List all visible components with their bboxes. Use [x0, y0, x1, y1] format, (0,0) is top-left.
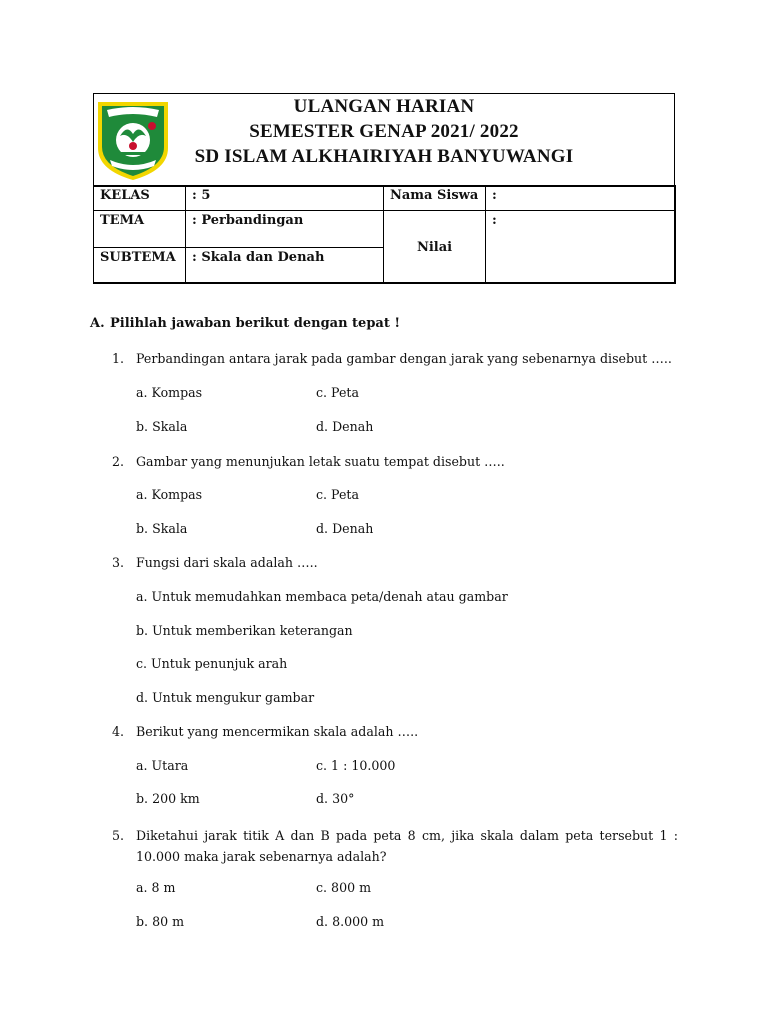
question-number: 3.	[112, 555, 125, 570]
nilai-label: Nilai	[384, 211, 486, 284]
option-4d[interactable]: d. 30°	[316, 791, 355, 806]
question-text: Fungsi dari skala adalah …..	[136, 555, 318, 570]
question-text: Diketahui jarak titik A dan B pada peta 8 cm, jika skala dalam peta tersebut 1 : 10.000 maka jarak sebenarnya adalah?	[136, 828, 678, 864]
nilai-field[interactable]: :	[486, 211, 676, 284]
question-number: 4.	[112, 724, 125, 739]
question-4	[112, 724, 418, 739]
option-5c[interactable]: c. 800 m	[316, 880, 372, 895]
subtema-label: SUBTEMA	[94, 248, 186, 284]
option-3d[interactable]: d. Untuk mengukur gambar	[136, 690, 315, 705]
option-2d[interactable]: d. Denah	[316, 521, 374, 536]
exam-header	[93, 93, 675, 283]
option-2b[interactable]: b. Skala	[136, 521, 188, 536]
option-1c[interactable]: c. Peta	[316, 385, 359, 400]
question-1	[112, 351, 672, 366]
title-line-1: ULANGAN HARIAN	[293, 96, 475, 117]
option-4c[interactable]: c. 1 : 10.000	[316, 758, 396, 773]
subtema-value: : Skala dan Denah	[186, 248, 384, 284]
option-4a[interactable]: a. Utara	[136, 758, 189, 773]
student-info-table	[93, 185, 676, 284]
title-line-3: SD ISLAM ALKHAIRIYAH BANYUWANGI	[194, 146, 574, 167]
option-3a[interactable]: a. Untuk memudahkan membaca peta/denah atau gambar	[136, 589, 508, 604]
option-2a[interactable]: a. Kompas	[136, 487, 203, 502]
question-text: Berikut yang mencermikan skala adalah …..	[136, 724, 419, 739]
question-2	[112, 454, 505, 469]
option-1d[interactable]: d. Denah	[316, 419, 374, 434]
section-letter: A.	[90, 316, 105, 331]
option-5b[interactable]: b. 80 m	[136, 914, 185, 929]
option-5d[interactable]: d. 8.000 m	[316, 914, 385, 929]
section-instruction: Pilihlah jawaban berikut dengan tepat !	[110, 316, 401, 331]
option-3b[interactable]: b. Untuk memberikan keterangan	[136, 623, 353, 638]
kelas-label: KELAS	[94, 186, 186, 211]
option-1b[interactable]: b. Skala	[136, 419, 188, 434]
question-text: Gambar yang menunjukan letak suatu tempat disebut …..	[136, 454, 505, 469]
option-5a[interactable]: a. 8 m	[136, 880, 176, 895]
title-area	[94, 94, 674, 187]
kelas-value: : 5	[186, 186, 384, 211]
title-line-2: SEMESTER GENAP 2021/ 2022	[249, 121, 519, 142]
question-3	[112, 555, 318, 570]
option-4b[interactable]: b. 200 km	[136, 791, 200, 806]
option-1a[interactable]: a. Kompas	[136, 385, 203, 400]
option-3c[interactable]: c. Untuk penunjuk arah	[136, 656, 288, 671]
question-5	[112, 825, 678, 867]
section-heading	[90, 316, 400, 331]
nama-siswa-label: Nama Siswa	[384, 186, 486, 211]
nama-siswa-field[interactable]: :	[486, 186, 676, 211]
option-2c[interactable]: c. Peta	[316, 487, 359, 502]
tema-label: TEMA	[94, 211, 186, 248]
tema-value: : Perbandingan	[186, 211, 384, 248]
question-number: 1.	[112, 351, 125, 366]
question-number: 5.	[112, 828, 125, 843]
question-number: 2.	[112, 454, 125, 469]
question-text: Perbandingan antara jarak pada gambar dengan jarak yang sebenarnya disebut …..	[136, 351, 672, 366]
